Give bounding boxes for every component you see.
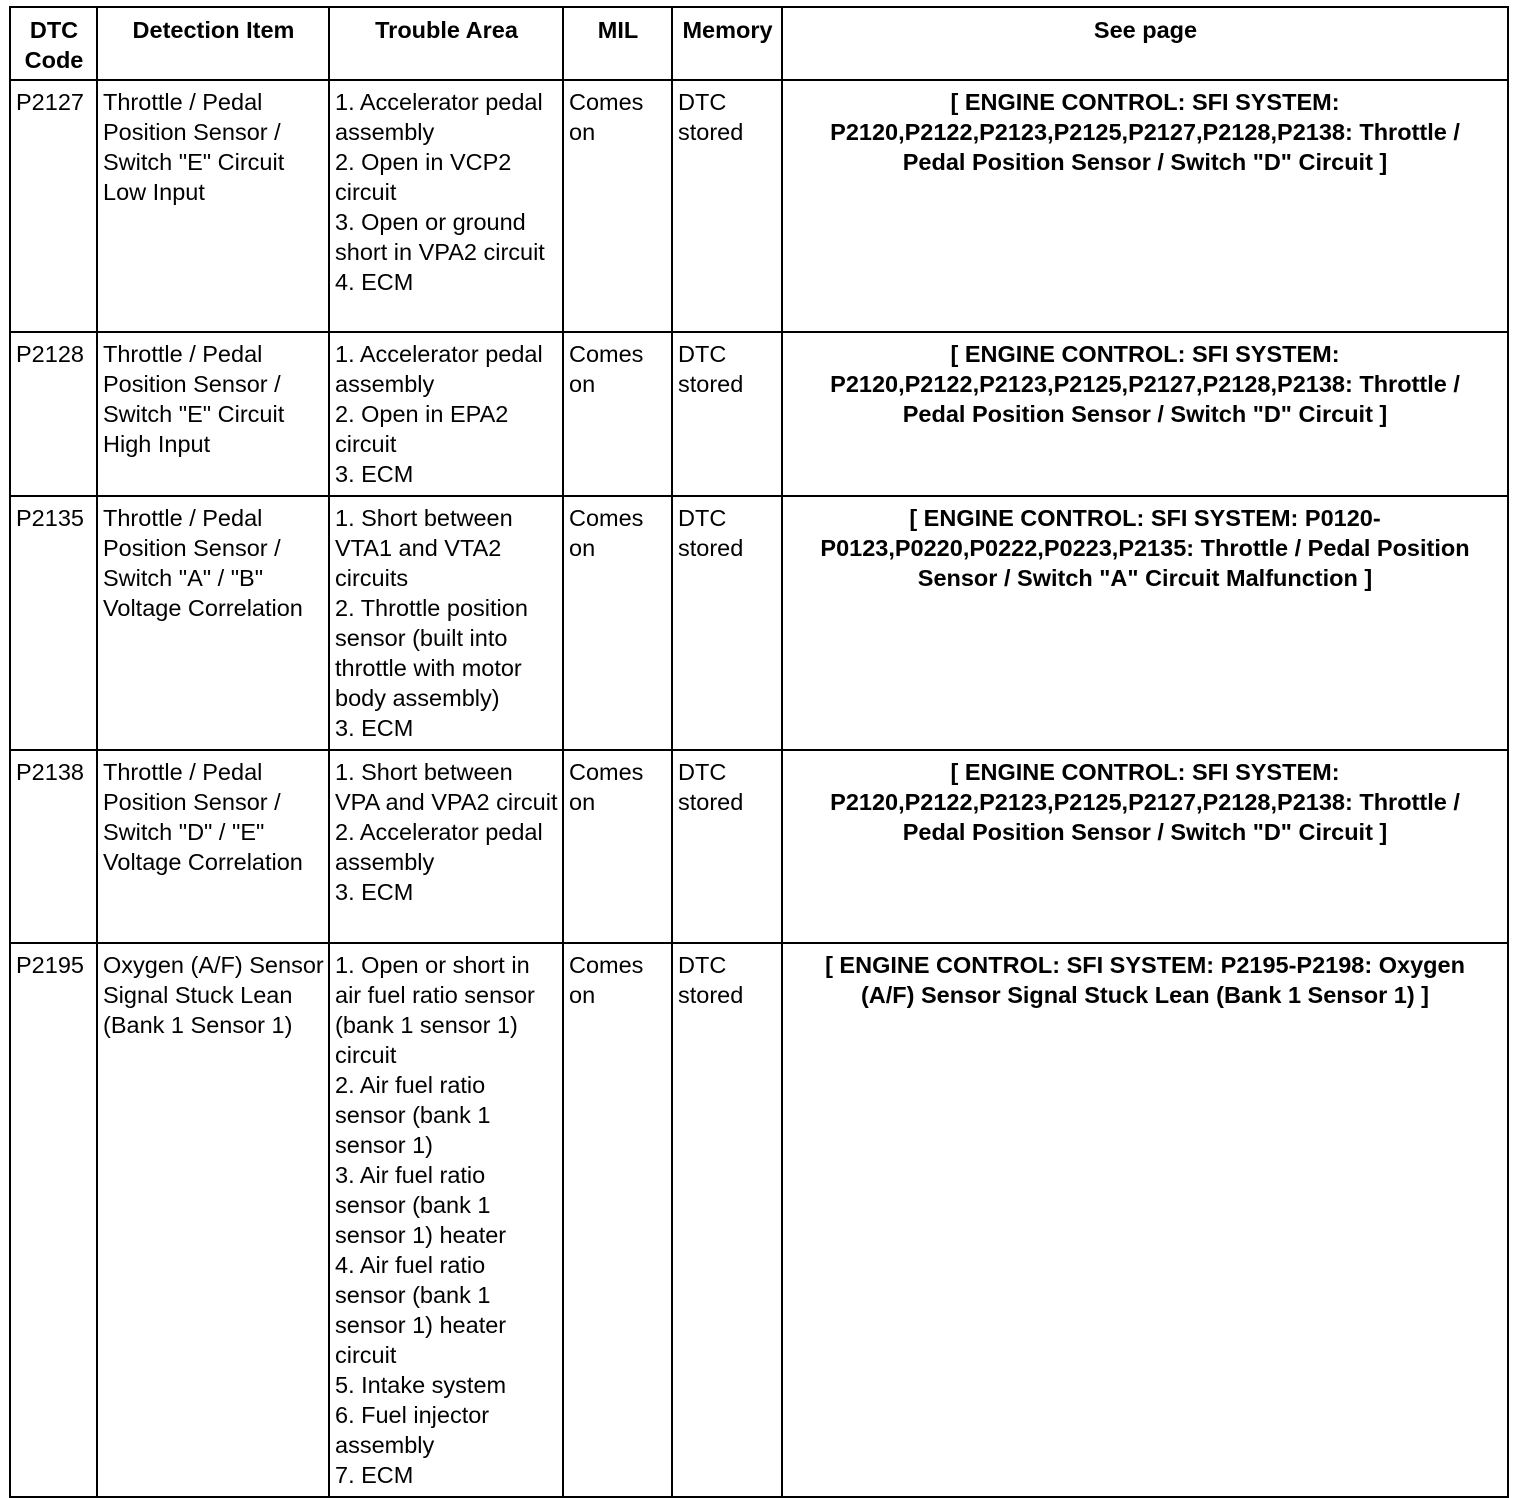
- table-row: [10, 332, 1508, 496]
- table-row: [10, 80, 1508, 332]
- trouble-area-item: 2. Throttle position sensor (built into throttle with motor body assembly): [335, 595, 528, 711]
- header-dtc-code: DTC Code: [10, 7, 97, 80]
- table-row: [10, 750, 1508, 943]
- trouble-area-cell: [329, 943, 563, 1497]
- memory-cell: DTC stored: [672, 750, 782, 943]
- trouble-area-item: 3. Air fuel ratio sensor (bank 1 sensor 1) heater: [335, 1162, 507, 1248]
- trouble-area-cell: [329, 332, 563, 496]
- trouble-area-item: 4. Air fuel ratio sensor (bank 1 sensor 1) heater circuit: [335, 1252, 507, 1368]
- see-page-link[interactable]: [ ENGINE CONTROL: SFI SYSTEM: P2120,P2122,P2123,P2125,P2127,P2128,P2138: Throttle / Pedal Position Sensor / Switch "D" Circuit ]: [782, 750, 1508, 943]
- header-detection-item: Detection Item: [97, 7, 329, 80]
- trouble-area-item: 7. ECM: [335, 1462, 414, 1488]
- trouble-area-item: 1. Short between VTA1 and VTA2 circuits: [335, 505, 513, 591]
- trouble-area-cell: [329, 496, 563, 750]
- trouble-area-cell: [329, 750, 563, 943]
- trouble-area-cell: [329, 80, 563, 332]
- mil-cell: Comes on: [563, 496, 672, 750]
- trouble-area-item: 2. Open in VCP2 circuit: [335, 149, 512, 205]
- detection-item-cell: Throttle / Pedal Position Sensor / Switch "E" Circuit Low Input: [97, 80, 329, 332]
- memory-cell: DTC stored: [672, 332, 782, 496]
- memory-cell: DTC stored: [672, 496, 782, 750]
- table-row: [10, 496, 1508, 750]
- see-page-link[interactable]: [ ENGINE CONTROL: SFI SYSTEM: P2195-P2198: Oxygen (A/F) Sensor Signal Stuck Lean (Bank 1 Sensor 1) ]: [782, 943, 1508, 1497]
- mil-cell: Comes on: [563, 943, 672, 1497]
- trouble-area-item: 2. Accelerator pedal assembly: [335, 819, 543, 875]
- header-row: [10, 7, 1508, 80]
- trouble-area-item: 2. Air fuel ratio sensor (bank 1 sensor 1): [335, 1072, 491, 1158]
- dtc-code-cell: P2127: [10, 80, 97, 332]
- header-mil: MIL: [563, 7, 672, 80]
- dtc-table: [9, 6, 1509, 1498]
- mil-cell: Comes on: [563, 750, 672, 943]
- trouble-area-item: 3. ECM: [335, 715, 414, 741]
- trouble-area-item: 6. Fuel injector assembly: [335, 1402, 490, 1458]
- memory-cell: DTC stored: [672, 80, 782, 332]
- detection-item-cell: Throttle / Pedal Position Sensor / Switch "A" / "B" Voltage Correlation: [97, 496, 329, 750]
- trouble-area-item: 1. Accelerator pedal assembly: [335, 89, 543, 145]
- see-page-link[interactable]: [ ENGINE CONTROL: SFI SYSTEM: P0120-P0123,P0220,P0222,P0223,P2135: Throttle / Pedal Position Sensor / Switch "A" Circuit Malfunction ]: [782, 496, 1508, 750]
- detection-item-cell: Throttle / Pedal Position Sensor / Switch "E" Circuit High Input: [97, 332, 329, 496]
- dtc-code-cell: P2138: [10, 750, 97, 943]
- mil-cell: Comes on: [563, 332, 672, 496]
- memory-cell: DTC stored: [672, 943, 782, 1497]
- trouble-area-item: 1. Accelerator pedal assembly: [335, 341, 543, 397]
- trouble-area-item: 3. ECM: [335, 461, 414, 487]
- dtc-code-cell: P2128: [10, 332, 97, 496]
- trouble-area-item: 3. Open or ground short in VPA2 circuit: [335, 209, 545, 265]
- trouble-area-item: 5. Intake system: [335, 1372, 507, 1398]
- see-page-link[interactable]: [ ENGINE CONTROL: SFI SYSTEM: P2120,P2122,P2123,P2125,P2127,P2128,P2138: Throttle / Pedal Position Sensor / Switch "D" Circuit ]: [782, 332, 1508, 496]
- header-memory: Memory: [672, 7, 782, 80]
- trouble-area-item: 4. ECM: [335, 269, 414, 295]
- table-row: [10, 943, 1508, 1497]
- trouble-area-item: 3. ECM: [335, 879, 414, 905]
- trouble-area-item: 1. Open or short in air fuel ratio sensor (bank 1 sensor 1) circuit: [335, 952, 535, 1068]
- dtc-code-cell: P2195: [10, 943, 97, 1497]
- dtc-code-cell: P2135: [10, 496, 97, 750]
- table-header: [10, 7, 1508, 80]
- trouble-area-item: 1. Short between VPA and VPA2 circuit: [335, 759, 558, 815]
- header-see-page: See page: [782, 7, 1508, 80]
- see-page-link[interactable]: [ ENGINE CONTROL: SFI SYSTEM: P2120,P2122,P2123,P2125,P2127,P2128,P2138: Throttle / Pedal Position Sensor / Switch "D" Circuit ]: [782, 80, 1508, 332]
- table-body: [10, 80, 1508, 1497]
- trouble-area-item: 2. Open in EPA2 circuit: [335, 401, 509, 457]
- detection-item-cell: Oxygen (A/F) Sensor Signal Stuck Lean (Bank 1 Sensor 1): [97, 943, 329, 1497]
- mil-cell: Comes on: [563, 80, 672, 332]
- header-trouble-area: Trouble Area: [329, 7, 563, 80]
- detection-item-cell: Throttle / Pedal Position Sensor / Switch "D" / "E" Voltage Correlation: [97, 750, 329, 943]
